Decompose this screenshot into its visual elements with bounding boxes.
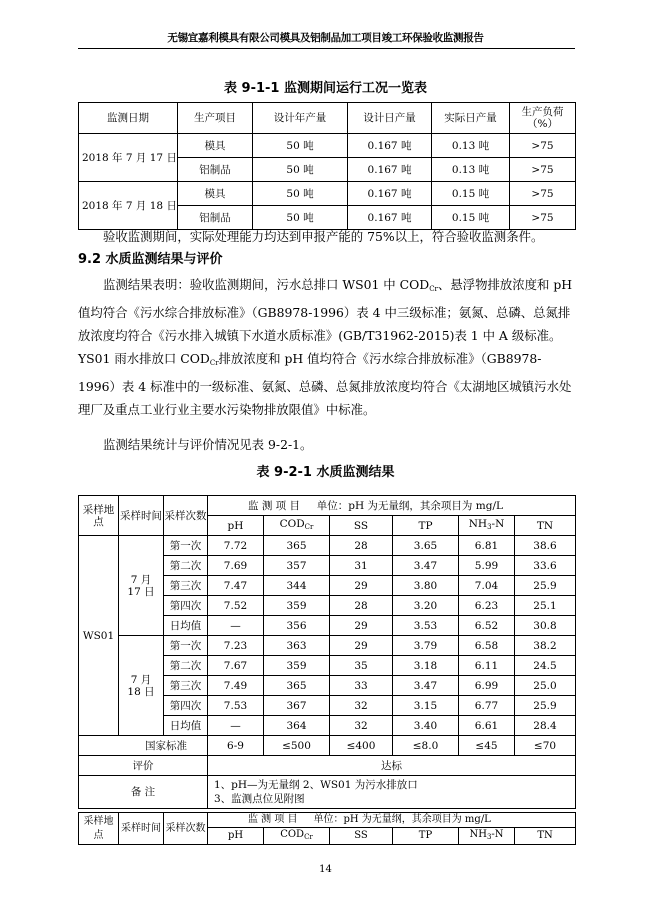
table-cell: 模具 <box>178 134 253 158</box>
value-cell: 3.20 <box>393 596 459 616</box>
header-rule <box>78 48 575 49</box>
header-cell-items <box>208 496 576 516</box>
cod-subscript: Cr <box>429 285 438 293</box>
value-cell: 35 <box>330 656 393 676</box>
value-cell: 7.47 <box>208 576 264 596</box>
param-ph: pH <box>208 516 264 536</box>
param-cod-sub: Cr <box>304 833 313 841</box>
header-cell-site: 采样地点 <box>79 496 119 536</box>
header-cell-time: 采样时间 <box>119 496 164 536</box>
sample-label-cell: 第四次 <box>164 596 208 616</box>
value-cell: 3.47 <box>393 676 459 696</box>
table-cell: 模具 <box>178 182 253 206</box>
value-cell: 7.52 <box>208 596 264 616</box>
date-cell: 2018 年 7 月 17 日 <box>79 134 178 182</box>
param-nh-tail: -N <box>491 829 504 840</box>
value-cell: 363 <box>264 636 330 656</box>
sample-label-cell: 第二次 <box>164 556 208 576</box>
header-cell-count: 采样次数 <box>164 496 208 536</box>
param-nh-sub: 3 <box>486 833 492 841</box>
value-cell: — <box>208 616 264 636</box>
table-row <box>79 536 576 556</box>
value-cell: 365 <box>264 536 330 556</box>
value-cell: 31 <box>330 556 393 576</box>
value-cell: 359 <box>264 596 330 616</box>
site-cell: WS01 <box>79 536 119 736</box>
standard-cell: ≤8.0 <box>393 736 459 756</box>
table-cell: 0.167 吨 <box>348 206 432 230</box>
param-nh-text: NH <box>469 829 487 840</box>
sample-label-cell: 第一次 <box>164 636 208 656</box>
date-cell: 2018 年 7 月 18 日 <box>79 182 178 230</box>
standard-cell: 6-9 <box>208 736 264 756</box>
table-cell: 铝制品 <box>178 158 253 182</box>
header-cell: 生产项目 <box>178 103 253 134</box>
date-cell: 7 月 17 日 <box>119 536 164 636</box>
table-row <box>79 636 576 656</box>
table-cell: >75 <box>510 182 576 206</box>
value-cell: 3.79 <box>393 636 459 656</box>
param-tp: TP <box>393 828 459 845</box>
value-cell: 7.72 <box>208 536 264 556</box>
standard-cell: ≤45 <box>459 736 515 756</box>
value-cell: 7.04 <box>459 576 515 596</box>
value-cell: 6.99 <box>459 676 515 696</box>
table-header-row <box>79 813 576 828</box>
standard-cell: ≤400 <box>330 736 393 756</box>
param-nh-sub: 3 <box>487 523 492 531</box>
param-nh-text: NH <box>468 518 488 530</box>
value-cell: 33.6 <box>515 556 576 576</box>
value-cell: 7.23 <box>208 636 264 656</box>
table2-caption: 表 9-2-1 水质监测结果 <box>256 465 395 480</box>
results-text-cont: 、悬浮物排放浓度和 pH 值均符合《污水综合排放标准》（GB8978-1996）表 4 中三级标准；氨氮、总磷、总氮排放浓度均符合《污水排入城镇下水道水质标准》(GB/T31962-2015)表 1 中 A 级标准。YS01 雨水排放口 COD <box>78 277 573 366</box>
value-cell: 32 <box>330 716 393 736</box>
report-header: 无锡宜嘉利模具有限公司模具及铝制品加工项目竣工环保验收监测报告 <box>167 32 484 44</box>
table-cell: >75 <box>510 206 576 230</box>
results-text-end: 排放浓度和 pH 值均符合《污水综合排放标准》（GB8978-1996）表 4 标准中的一级标准、氨氮、总磷、总氮排放浓度均符合《太湖地区城镇污水处理厂及重点工业行业主要水污染物排放限值》中标准。 <box>78 351 572 417</box>
sample-label-cell: 第一次 <box>164 536 208 556</box>
param-ss: SS <box>330 828 393 845</box>
value-cell: 364 <box>264 716 330 736</box>
table-cell: 0.167 吨 <box>348 158 432 182</box>
sample-label-cell: 日均值 <box>164 616 208 636</box>
value-cell: 29 <box>330 636 393 656</box>
param-nh3n <box>459 516 515 536</box>
sample-label-cell: 第四次 <box>164 696 208 716</box>
value-cell: 32 <box>330 696 393 716</box>
value-cell: 5.99 <box>459 556 515 576</box>
notes-row <box>79 776 576 809</box>
paragraph-results <box>78 273 575 421</box>
param-nh3n <box>459 828 515 845</box>
value-cell: 7.53 <box>208 696 264 716</box>
table-cell: 铝制品 <box>178 206 253 230</box>
continued-table-header <box>78 812 576 845</box>
water-quality-table <box>78 495 576 809</box>
table-cell: 50 吨 <box>253 182 348 206</box>
value-cell: 25.9 <box>515 576 576 596</box>
value-cell: 6.61 <box>459 716 515 736</box>
value-cell: 6.11 <box>459 656 515 676</box>
evaluation-value: 达标 <box>208 756 576 776</box>
table-cell: 0.15 吨 <box>432 206 510 230</box>
sample-label-cell: 第三次 <box>164 676 208 696</box>
value-cell: 3.65 <box>393 536 459 556</box>
value-cell: 25.1 <box>515 596 576 616</box>
sample-label-cell: 日均值 <box>164 716 208 736</box>
table1-caption: 表 9-1-1 监测期间运行工况一览表 <box>224 81 427 96</box>
sample-label-cell: 第三次 <box>164 576 208 596</box>
header-cell: 设计日产量 <box>348 103 432 134</box>
value-cell: 3.15 <box>393 696 459 716</box>
standard-row <box>79 736 576 756</box>
value-cell: 359 <box>264 656 330 676</box>
table-cell: 0.13 吨 <box>432 158 510 182</box>
value-cell: 38.2 <box>515 636 576 656</box>
table-cell: 0.167 吨 <box>348 182 432 206</box>
table-cell: 0.167 吨 <box>348 134 432 158</box>
value-cell: 25.9 <box>515 696 576 716</box>
table-cell: 50 吨 <box>253 134 348 158</box>
value-cell: 7.49 <box>208 676 264 696</box>
value-cell: 28 <box>330 536 393 556</box>
param-ph: pH <box>208 828 264 845</box>
header-cell: 生产负荷（%） <box>510 103 576 134</box>
value-cell: 30.8 <box>515 616 576 636</box>
cod-subscript: Cr <box>209 359 219 367</box>
table-cell: 50 吨 <box>253 158 348 182</box>
table-cell: >75 <box>510 134 576 158</box>
param-ss: SS <box>330 516 393 536</box>
value-cell: 24.5 <box>515 656 576 676</box>
value-cell: 6.77 <box>459 696 515 716</box>
value-cell: 367 <box>264 696 330 716</box>
value-cell: 33 <box>330 676 393 696</box>
unit-label: 单位：pH 为无量纲，其余项目为 mg/L <box>316 499 503 512</box>
standard-cell: ≤70 <box>515 736 576 756</box>
value-cell: 38.6 <box>515 536 576 556</box>
table-cell: 50 吨 <box>253 206 348 230</box>
value-cell: 356 <box>264 616 330 636</box>
standard-cell: ≤500 <box>264 736 330 756</box>
param-cod-text: COD <box>279 518 305 530</box>
param-tp: TP <box>393 516 459 536</box>
param-tn: TN <box>515 828 576 845</box>
table-cell: 0.13 吨 <box>432 134 510 158</box>
value-cell: — <box>208 716 264 736</box>
value-cell: 6.58 <box>459 636 515 656</box>
param-cod <box>264 828 330 845</box>
table-row <box>79 134 576 158</box>
table-header-row <box>79 496 576 516</box>
value-cell: 6.52 <box>459 616 515 636</box>
value-cell: 6.23 <box>459 596 515 616</box>
note-line: 3、监测点位见附图 <box>214 793 305 805</box>
paragraph-capacity: 验收监测期间，实际处理能力均达到申报产能的 75%以上，符合验收监测条件。 <box>103 229 544 244</box>
paragraph-reference: 监测结果统计与评价情况见表 9-2-1。 <box>103 437 313 452</box>
value-cell: 29 <box>330 616 393 636</box>
note-line: 1、pH—为无量纲 2、WS01 为污水排放口 <box>214 779 418 791</box>
param-tn: TN <box>515 516 576 536</box>
param-cod <box>264 516 330 536</box>
sample-label-cell: 第二次 <box>164 656 208 676</box>
table-header-row <box>79 103 576 134</box>
date-cell: 7 月 18 日 <box>119 636 164 736</box>
value-cell: 357 <box>264 556 330 576</box>
notes-label: 备 注 <box>79 776 208 809</box>
notes-cell <box>208 776 576 809</box>
value-cell: 3.18 <box>393 656 459 676</box>
page-number: 14 <box>319 864 332 875</box>
value-cell: 25.0 <box>515 676 576 696</box>
items-label: 监 测 项 目 <box>248 814 298 825</box>
header-cell: 实际日产量 <box>432 103 510 134</box>
value-cell: 3.53 <box>393 616 459 636</box>
value-cell: 7.69 <box>208 556 264 576</box>
header-cell: 监测日期 <box>79 103 178 134</box>
value-cell: 3.47 <box>393 556 459 576</box>
standard-label: 国家标准 <box>79 736 208 756</box>
unit-label: 单位：pH 为无量纲，其余项目为 mg/L <box>313 814 491 825</box>
operation-table <box>78 102 576 230</box>
table-cell: >75 <box>510 158 576 182</box>
table-row <box>79 182 576 206</box>
param-cod-text: COD <box>280 829 305 840</box>
header-cell-items <box>208 813 576 828</box>
items-label: 监 测 项 目 <box>248 499 301 512</box>
value-cell: 28 <box>330 596 393 616</box>
water-quality-body <box>79 536 576 736</box>
header-cell-site: 采样地点 <box>79 813 119 845</box>
value-cell: 28.4 <box>515 716 576 736</box>
table-cell: 0.15 吨 <box>432 182 510 206</box>
param-cod-sub: Cr <box>304 523 314 531</box>
header-cell-count: 采样次数 <box>164 813 208 845</box>
header-cell-time: 采样时间 <box>119 813 164 845</box>
value-cell: 29 <box>330 576 393 596</box>
value-cell: 7.67 <box>208 656 264 676</box>
evaluation-row <box>79 756 576 776</box>
value-cell: 365 <box>264 676 330 696</box>
param-nh-tail: -N <box>491 518 505 530</box>
header-cell: 设计年产量 <box>253 103 348 134</box>
results-text: 监测结果表明：验收监测期间，污水总排口 WS01 中 COD <box>103 277 430 292</box>
value-cell: 6.81 <box>459 536 515 556</box>
section-heading: 9.2 水质监测结果与评价 <box>78 252 223 267</box>
value-cell: 344 <box>264 576 330 596</box>
value-cell: 3.40 <box>393 716 459 736</box>
value-cell: 3.80 <box>393 576 459 596</box>
evaluation-label: 评价 <box>79 756 208 776</box>
